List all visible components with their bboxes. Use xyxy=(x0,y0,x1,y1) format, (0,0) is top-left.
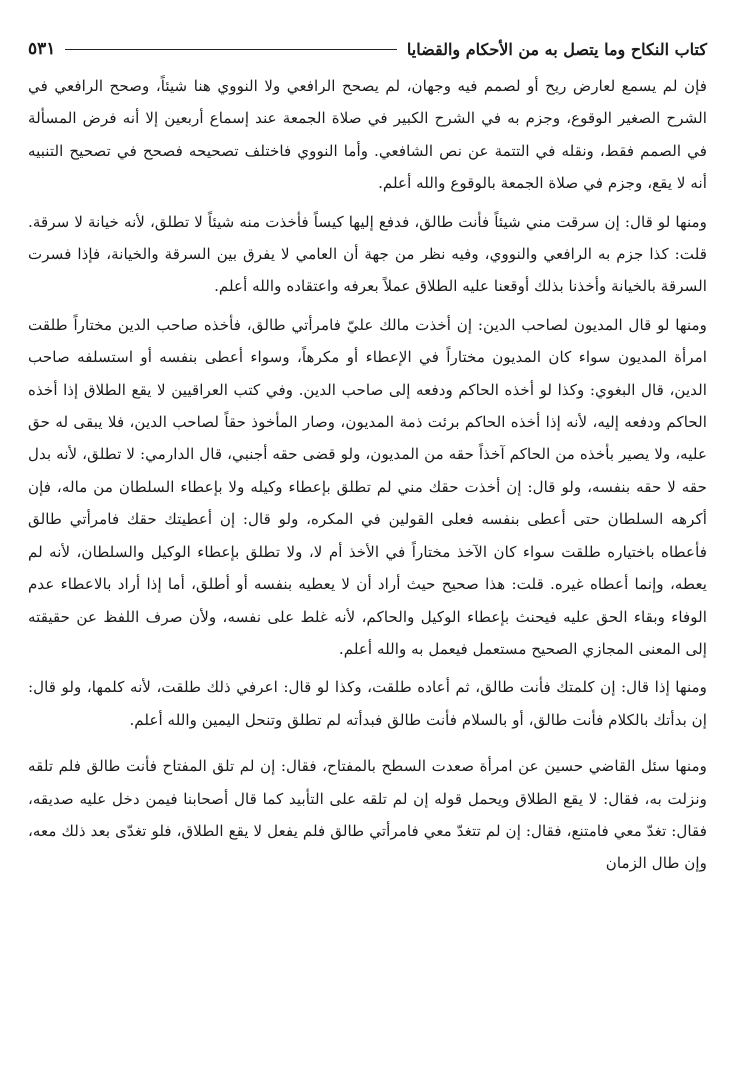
page-body xyxy=(28,70,707,880)
paragraph-3: ومنها لو قال المديون لصاحب الدين: إن أخذت مالك عليّ فامرأتي طالق، فأخذه صاحب الدين مختاراً طلقت امرأة المديون سواء كان المديون مختاراً في الإعطاء أو مكرهاً، وسواء أعطى بنفسه أو استسلفه صاحب الدين، قال البغوي: وكذا لو أخذه الحاكم ودفعه إلى صاحب الدين. وفي كتب العراقيين لا يقع الطلاق إذا أخذه الحاكم ودفعه إليه، لأنه إذا أخذه الحاكم برئت ذمة المديون، وصار المأخوذ حقاً لصاحب الدين، فلا يبقى له حق عليه، ولا يصير بأخذه من الحاكم آخذاً حقه من المديون، ولو قضى حقه أجنبي، قال الدارمي: لا تطلق، لأنه بدل حقه لا حقه بنفسه، ولو قال: إن أخذت حقك مني لم تطلق بإعطاء وكيله ولا بإعطاء السلطان من ماله، فإن أكرهه السلطان حتى أعطى بنفسه فعلى القولين في المكره، ولو قال: إن أعطيتك حقك فامرأتي طالق فأعطاه باختياره طلقت سواء كان الآخذ مختاراً في الأخذ أم لا، ولا تطلق بإعطاء الوكيل والسلطان، لأنه لم يعطه، وإنما أعطاه غيره. قلت: هذا صحيح حيث أراد أن لا يعطيه بنفسه أو أطلق، أما إذا أراد بالاعطاء عدم الوفاء وبقاء الحق عليه فيحنث بإعطاء الوكيل والحاكم، لأنه غلط على نفسه، ولأن صرف اللفظ عن حقيقته إلى المعنى المجازي الصحيح مستعمل فيعمل به والله أعلم. xyxy=(28,315,707,658)
page-header xyxy=(28,34,707,64)
paragraph-2: ومنها لو قال: إن سرقت مني شيئاً فأنت طالق، فدفع إليها كيساً فأخذت منه شيئاً لا تطلق، لأنه خيانة لا سرقة. قلت: كذا جزم به الرافعي والنووي، وفيه نظر من جهة أن العامي لا يفرق بين السرقة والخيانة، فإذا فسرت السرقة بالخيانة وأخذنا بذلك أوقعنا عليه الطلاق عملاً بعرفه واعتقاده والله أعلم. xyxy=(28,212,707,296)
running-title: كتاب النكاح وما يتصل به من الأحكام والقضايا xyxy=(406,39,707,59)
paragraph-5: ومنها سئل القاضي حسين عن امرأة صعدت السطح بالمفتاح، فقال: إن لم تلق المفتاح فأنت طالق فلم تلقه ونزلت به، فقال: لا يقع الطلاق ويحمل قوله إن لم تلقه على التأبيد كما قال أصحابنا فيمن دخل عليه صديقه، فقال: تغدّ معي فامتنع، فقال: إن لم تتغدّ معي فامرأتي طالق فلم يفعل لا يقع الطلاق، فلو تغدّى بعد ذلك معه، وإن طال الزمان xyxy=(28,757,707,873)
paragraph-1: فإن لم يسمع لعارض ريح أو لصمم فيه وجهان، لم يصحح الرافعي ولا النووي هنا شيئاً، وصحح الرافعي في الشرح الصغير الوقوع، وجزم به في الشرح الكبير في صلاة الجمعة عند إسماع أربعين إلا أنه فرض المسألة في الصمم فقط، ونقله في التتمة عن نص الشافعي. وأما النووي فاختلف تصحيحه فصحح في تصحيح التنبيه أنه لا يقع، وجزم في صلاة الجمعة بالوقوع والله أعلم. xyxy=(28,77,707,193)
page-number: ٥٣١ xyxy=(28,39,56,59)
header-rule xyxy=(65,49,397,50)
paragraph-4: ومنها إذا قال: إن كلمتك فأنت طالق، ثم أعاده طلقت، وكذا لو قال: اعرفي ذلك طلقت، لأنه كلمها، ولو قال: إن بدأتك بالكلام فأنت طالق، أو بالسلام فأنت طالق فبدأته لم تطلق وتنحل اليمين والله أعلم. xyxy=(28,678,707,729)
